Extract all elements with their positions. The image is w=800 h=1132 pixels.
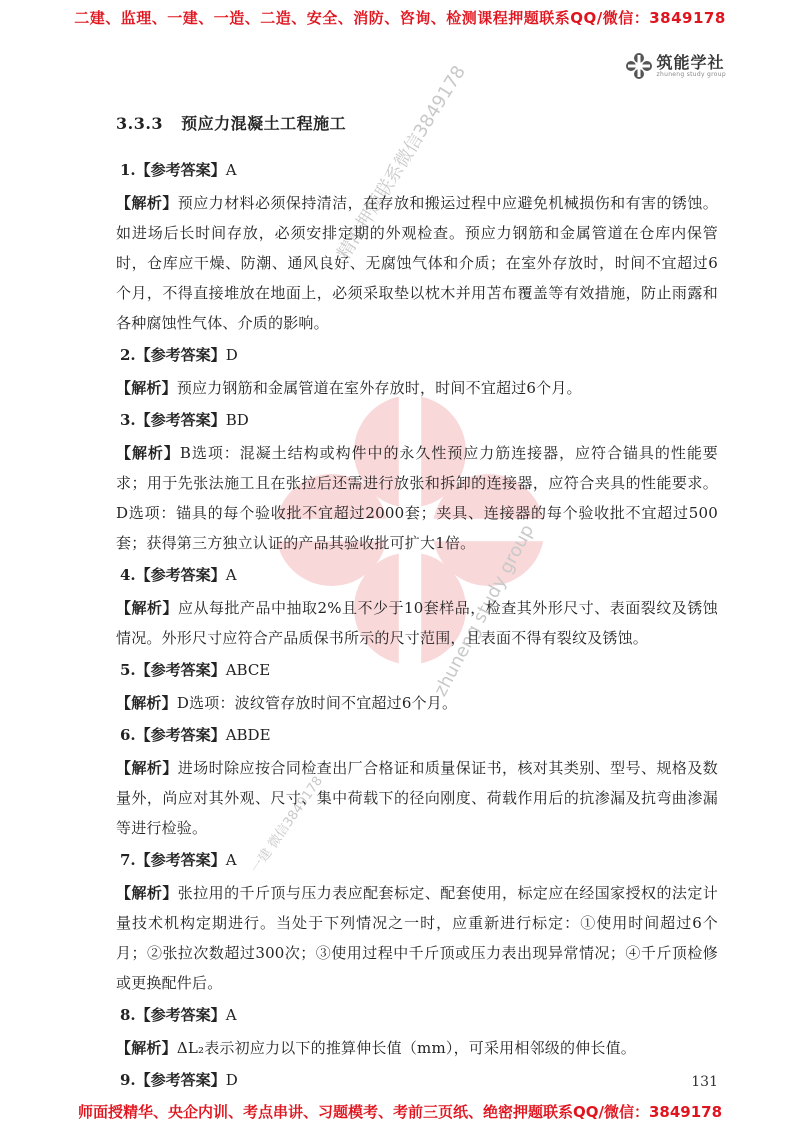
analysis-paragraph <box>116 1033 718 1063</box>
publisher-logo <box>625 52 726 80</box>
answer-value: D <box>225 346 238 364</box>
analysis-label: 【解析】 <box>116 379 177 397</box>
item-number: 3. <box>120 411 136 429</box>
analysis-label: 【解析】 <box>116 694 177 712</box>
section-number: 3.3.3 <box>116 114 164 133</box>
answer-label: 【参考答案】 <box>135 566 226 584</box>
analysis-text: 张拉用的千斤顶与压力表应配套标定、配套使用，标定应在经国家授权的法定计量技术机构定期进行。当处于下列情况之一时，应重新进行标定：①使用时间超过6个月；②张拉次数超过300次；③使用过程中千斤顶或压力表出现异常情况；④千斤顶检修或更换配件后。 <box>116 884 718 992</box>
analysis-paragraph <box>116 438 718 558</box>
answer-line <box>120 1005 718 1026</box>
item-number: 8. <box>120 1006 136 1024</box>
analysis-paragraph <box>116 593 718 653</box>
analysis-paragraph <box>116 878 718 998</box>
answer-item <box>116 160 718 338</box>
answer-item <box>116 565 718 653</box>
answer-line <box>120 160 718 181</box>
answer-value: D <box>225 1071 238 1089</box>
answer-list <box>116 160 718 1091</box>
answer-value: A <box>225 851 237 869</box>
answer-value: A <box>225 161 237 179</box>
answer-label: 【参考答案】 <box>135 346 226 364</box>
answer-value: BD <box>225 411 249 429</box>
logo-subtitle: zhuneng study group <box>656 71 726 78</box>
analysis-paragraph <box>116 688 718 718</box>
answer-line <box>120 660 718 681</box>
analysis-text: B选项：混凝土结构或构件中的永久性预应力筋连接器，应符合锚具的性能要求；用于先张法施工且在张拉后还需进行放张和拆卸的连接器，应符合夹具的性能要求。D选项：锚具的每个验收批不宜超过2000套；夹具、连接器的每个验收批不宜超过500套；获得第三方独立认证的产品其验收批可扩大1倍。 <box>116 444 718 552</box>
answer-line <box>120 850 718 871</box>
watermark-text-1: 精准押题联系微信3849178 <box>333 62 470 264</box>
analysis-label: 【解析】 <box>116 194 178 212</box>
analysis-text: ΔL₂表示初应力以下的推算伸长值（mm），可采用相邻级的伸长值。 <box>176 1039 636 1057</box>
answer-value: ABCE <box>225 661 271 679</box>
item-number: 9. <box>120 1071 136 1089</box>
answer-value: A <box>225 566 237 584</box>
analysis-paragraph <box>116 373 718 403</box>
answer-item <box>116 1005 718 1063</box>
page-number: 131 <box>691 1074 718 1090</box>
answer-label: 【参考答案】 <box>135 1006 226 1024</box>
analysis-text: 预应力钢筋和金属管道在室外存放时，时间不宜超过6个月。 <box>176 379 582 397</box>
bottom-promo-banner: 师面授精华、央企内训、考点串讲、习题模考、考前三页纸、绝密押题联系QQ/微信：3849178 <box>77 1103 723 1121</box>
flower-logo-icon <box>625 52 653 80</box>
analysis-label: 【解析】 <box>116 444 180 462</box>
answer-label: 【参考答案】 <box>135 1071 226 1089</box>
answer-item <box>116 1070 718 1091</box>
item-number: 5. <box>120 661 136 679</box>
item-number: 2. <box>120 346 136 364</box>
answer-item <box>116 410 718 558</box>
item-number: 1. <box>120 161 136 179</box>
analysis-paragraph <box>116 753 718 843</box>
answer-line <box>120 725 718 746</box>
answer-label: 【参考答案】 <box>135 411 226 429</box>
answer-line <box>120 345 718 366</box>
item-number: 7. <box>120 851 136 869</box>
analysis-label: 【解析】 <box>116 759 178 777</box>
section-title <box>116 111 718 134</box>
answer-value: A <box>225 1006 237 1024</box>
watermark-text-3: 一建 微信3849178 <box>248 773 326 876</box>
watermark-text-2: zhuneng study group <box>430 521 539 700</box>
answer-label: 【参考答案】 <box>135 661 226 679</box>
answer-line <box>120 410 718 431</box>
item-number: 4. <box>120 566 136 584</box>
answer-value: ABDE <box>225 726 271 744</box>
analysis-text: 进场时除应按合同检查出厂合格证和质量保证书，核对其类别、型号、规格及数量外，尚应对其外观、尺寸、集中荷载下的径向刚度、荷载作用后的抗渗漏及抗弯曲渗漏等进行检验。 <box>116 759 718 837</box>
answer-item <box>116 725 718 843</box>
answer-label: 【参考答案】 <box>135 161 226 179</box>
answer-item <box>116 850 718 998</box>
analysis-text: D选项：波纹管存放时间不宜超过6个月。 <box>176 694 458 712</box>
answer-label: 【参考答案】 <box>135 851 226 869</box>
analysis-label: 【解析】 <box>116 1039 177 1057</box>
section-title-text: 预应力混凝土工程施工 <box>181 114 347 133</box>
answer-line <box>120 565 718 586</box>
answer-line <box>120 1070 718 1091</box>
analysis-text: 应从每批产品中抽取2%且不少于10套样品，检查其外形尺寸、表面裂纹及锈蚀情况。外形尺寸应符合产品质保书所示的尺寸范围，且表面不得有裂纹及锈蚀。 <box>116 599 718 647</box>
analysis-label: 【解析】 <box>116 599 178 617</box>
answer-item <box>116 660 718 718</box>
answer-section <box>116 111 718 1098</box>
top-promo-banner: 二建、监理、一建、一造、二造、安全、消防、咨询、检测课程押题联系QQ/微信：3849178 <box>74 9 726 27</box>
analysis-paragraph <box>116 188 718 338</box>
answer-item <box>116 345 718 403</box>
logo-name: 筑能学社 <box>656 53 725 72</box>
item-number: 6. <box>120 726 136 744</box>
answer-label: 【参考答案】 <box>135 726 226 744</box>
analysis-label: 【解析】 <box>116 884 178 902</box>
analysis-text: 预应力材料必须保持清洁，在存放和搬运过程中应避免机械损伤和有害的锈蚀。如进场后长时间存放，必须安排定期的外观检查。预应力钢筋和金属管道在仓库内保管时，仓库应干燥、防潮、通风良好、无腐蚀气体和介质；在室外存放时，时间不宜超过6个月，不得直接堆放在地面上，必须采取垫以枕木并用苫布覆盖等有效措施，防止雨露和各种腐蚀性气体、介质的影响。 <box>116 194 718 332</box>
